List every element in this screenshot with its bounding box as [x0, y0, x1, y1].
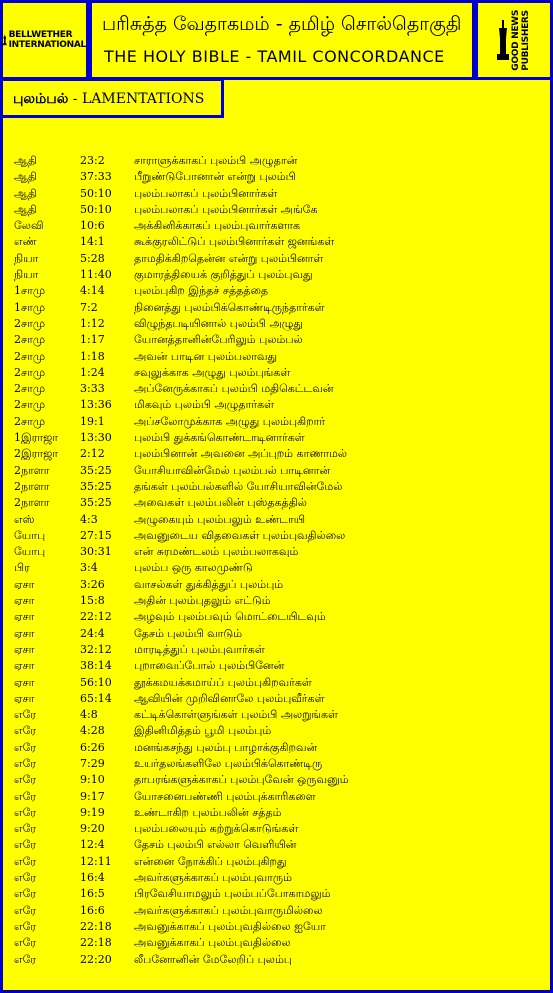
section-english-word: LAMENTATIONS: [81, 91, 205, 107]
tamil-title: பரிசுத்த வேதாகமம் - தமிழ் சொல்தொகுதி: [102, 13, 462, 35]
entry-text: யோனத்தானின்பேரிலும் புலம்பல்: [134, 333, 303, 347]
entry-reference: 9:20: [80, 822, 105, 836]
entry-reference: 16:4: [80, 871, 105, 885]
entry-book: ஆதி: [14, 170, 37, 184]
entry-reference: 56:10: [80, 675, 112, 689]
concordance-entry: [14, 642, 544, 658]
entry-book: 2சாமு: [14, 398, 46, 412]
entry-text: தாமதிக்கிறதென்ன என்று புலம்பினாள்: [134, 251, 324, 265]
entry-text: அவன் பாடின புலம்பலாவது: [134, 349, 278, 363]
entry-book: நியா: [14, 251, 39, 265]
entry-reference: 12:11: [80, 854, 112, 868]
entry-book: எரே: [14, 724, 37, 738]
entry-text: என்னை நோக்கிப் புலம்புகிறது: [134, 854, 287, 868]
entry-text: புலம்பலையும் கற்றுக்கொடுங்கள்: [134, 822, 299, 836]
concordance-entry: [14, 740, 544, 756]
concordance-entry: [14, 349, 544, 365]
entry-book: எரே: [14, 871, 37, 885]
concordance-entry: [14, 577, 544, 593]
entry-book: எரே: [14, 822, 37, 836]
concordance-entry: [14, 756, 544, 772]
entry-book: எஸ்: [14, 512, 35, 526]
entry-text: அக்கினிக்காகப் புலம்புவார்களாக: [134, 219, 301, 233]
entry-book: 1இராஜா: [14, 431, 59, 445]
entry-reference: 13:36: [80, 398, 112, 412]
entry-text: தேசம் புலம்பி எல்லா வெளியின்: [134, 838, 297, 852]
entry-reference: 2:12: [80, 447, 105, 461]
entry-text: கூக்குரலிட்டுப் புலம்பினார்கள் ஜனங்கள்: [134, 235, 335, 249]
entry-book: எரே: [14, 903, 37, 917]
entry-reference: 37:33: [80, 170, 112, 184]
concordance-entry: [14, 169, 544, 185]
concordance-entry: [14, 626, 544, 642]
concordance-entry: [14, 609, 544, 625]
entry-book: 2சாமு: [14, 382, 46, 396]
entry-reference: 27:15: [80, 528, 112, 542]
entry-reference: 22:18: [80, 936, 112, 950]
bellwether-logo-box: [0, 0, 89, 80]
entry-book: ஆதி: [14, 154, 37, 167]
entry-reference: 3:26: [80, 577, 105, 591]
entry-reference: 4:28: [80, 724, 105, 738]
concordance-entry: [14, 919, 544, 935]
concordance-entry: [14, 300, 544, 316]
entry-text: லீபனோனின் மேலேறிப் புலம்பு: [134, 952, 292, 966]
concordance-entry: [14, 935, 544, 951]
entry-text: என் சுரமண்டலம் புலம்பலாகவும்: [134, 545, 299, 559]
concordance-entry: [14, 544, 544, 560]
entry-reference: 19:1: [80, 414, 105, 428]
entry-reference: 1:12: [80, 316, 105, 330]
entry-text: கட்டிக்கொள்ளுங்கள் புலம்பி அலறுங்கள்: [134, 708, 338, 722]
entry-text: தேசம் புலம்பி வாடும்: [134, 626, 243, 640]
entry-book: 1சாமு: [14, 300, 46, 314]
tower-icon: [497, 20, 509, 60]
entry-book: ஏசா: [14, 659, 35, 673]
entry-text: புலம்பலாகப் புலம்பினார்கள் அங்கே: [134, 202, 318, 216]
concordance-entry: [14, 805, 544, 821]
entry-text: அதின் புலம்புதலும் எட்டும்: [134, 594, 271, 608]
entry-text: புலம்ப ஒரு காலமுண்டு: [134, 561, 253, 575]
concordance-entry: [14, 463, 544, 479]
concordance-entry: [14, 837, 544, 853]
entry-book: ஏசா: [14, 691, 35, 705]
concordance-entry: [14, 430, 544, 446]
entry-book: ஏசா: [14, 675, 35, 689]
concordance-entry: [14, 707, 544, 723]
entry-reference: 5:28: [80, 251, 105, 265]
entry-book: எரே: [14, 952, 37, 966]
concordance-entry: [14, 691, 544, 707]
entry-reference: 22:20: [80, 952, 112, 966]
entry-reference: 1:18: [80, 349, 105, 363]
entry-text: சாராளுக்காகப் புலம்பி அழுதான்: [134, 154, 298, 167]
concordance-entry: [14, 202, 544, 218]
section-tamil-word: புலம்பல்: [13, 91, 69, 107]
entry-book: எரே: [14, 887, 37, 901]
entry-book: ஏசா: [14, 594, 35, 608]
entry-text: மிகவும் புலம்பி அழுதார்கள்: [134, 398, 275, 412]
entry-text: யோசனைபண்ணி புலம்புக்காரிகளை: [134, 789, 316, 803]
concordance-entry: [14, 267, 544, 283]
entry-reference: 13:30: [80, 431, 112, 445]
entry-reference: 22:12: [80, 610, 112, 624]
entry-text: அவனுக்காகப் புலம்புவதில்லை: [134, 936, 291, 950]
entry-reference: 7:29: [80, 756, 105, 770]
entry-text: அவைகள் புலம்பலின் புஸ்தகத்தில்: [134, 496, 307, 510]
entry-text: ஆவியின் முறிவினாலே புலம்புவீர்கள்: [134, 691, 325, 705]
entry-book: ஏசா: [14, 626, 35, 640]
concordance-entry: [14, 886, 544, 902]
entry-text: புலம்பலாகப் புலம்பினார்கள்: [134, 186, 278, 200]
title-box: [89, 0, 475, 80]
entry-book: 2இராஜா: [14, 447, 59, 461]
entry-text: புலம்பினான் அவனை அப்புறம் காணாமல்: [134, 447, 348, 461]
entry-book: 2சாமு: [14, 333, 46, 347]
section-separator: -: [68, 91, 82, 107]
entry-book: யோபு: [14, 545, 46, 559]
entry-reference: 35:25: [80, 496, 112, 510]
concordance-entry: [14, 870, 544, 886]
entry-reference: 38:14: [80, 659, 112, 673]
entry-text: அப்சலோமுக்காக அழுது புலம்புகிறார்: [134, 414, 326, 428]
entry-text: தங்கள் புலம்பல்களில் யோசியாவின்மேல்: [134, 479, 343, 493]
concordance-entry: [14, 234, 544, 250]
entry-book: லேவி: [14, 219, 44, 233]
entry-text: நினைத்து புலம்பிக்கொண்டிருந்தார்கள்: [134, 300, 325, 314]
entry-reference: 1:17: [80, 333, 105, 347]
entry-text: அழவும் புலம்பவும் மொட்டையிடவும்: [134, 610, 326, 624]
entry-book: ஏசா: [14, 610, 35, 624]
entry-book: எரே: [14, 708, 37, 722]
concordance-entry: [14, 528, 544, 544]
entry-reference: 7:2: [80, 300, 98, 314]
entry-text: அழுகையும் புலம்பலும் உண்டாயி: [134, 512, 306, 526]
entry-reference: 23:2: [80, 154, 105, 167]
entry-reference: 9:10: [80, 773, 105, 787]
entry-reference: 4:8: [80, 708, 98, 722]
entry-book: ஏசா: [14, 577, 35, 591]
entry-reference: 11:40: [80, 268, 112, 282]
entry-reference: 24:4: [80, 626, 105, 640]
entry-reference: 65:14: [80, 691, 112, 705]
entry-book: 2நாளா: [14, 463, 50, 477]
bellwether-logo-text: BELLWETHER INTERNATIONAL: [8, 30, 86, 50]
entry-reference: 22:18: [80, 919, 112, 933]
good-news-logo-box: [475, 0, 553, 80]
entry-book: 1சாமு: [14, 284, 46, 298]
entry-reference: 16:5: [80, 887, 105, 901]
entry-reference: 1:24: [80, 365, 105, 379]
entry-book: எரே: [14, 773, 37, 787]
entry-reference: 30:31: [80, 545, 112, 559]
entry-book: ஆதி: [14, 202, 37, 216]
concordance-entry: [14, 251, 544, 267]
entry-book: ஏசா: [14, 642, 35, 656]
concordance-entry: [14, 952, 544, 968]
entry-reference: 4:3: [80, 512, 98, 526]
concordance-entry: [14, 283, 544, 299]
entry-book: எரே: [14, 756, 37, 770]
entry-text: மனங்கசந்து புலம்பு பாழாக்குகிறவன்: [134, 740, 318, 754]
entry-reference: 14:1: [80, 235, 105, 249]
concordance-entry: [14, 316, 544, 332]
concordance-entry: [14, 397, 544, 413]
entry-text: புலம்பி துக்கங்கொண்டாடினார்கள்: [134, 431, 305, 445]
entry-book: எரே: [14, 740, 37, 754]
entry-reference: 3:4: [80, 561, 98, 575]
entry-text: பீறுண்டுபோனான் என்று புலம்பி: [134, 170, 296, 184]
entry-book: 2சாமு: [14, 365, 46, 379]
entry-book: எரே: [14, 805, 37, 819]
concordance-entry: [14, 495, 544, 511]
entry-text: தாபரங்களுக்காகப் புலம்புவேன் ஒருவனும்: [134, 773, 349, 787]
concordance-list: [14, 153, 544, 968]
concordance-entry: [14, 723, 544, 739]
concordance-entry: [14, 153, 544, 169]
entry-reference: 4:14: [80, 284, 105, 298]
concordance-entry: [14, 675, 544, 691]
entry-text: அவனுக்காகப் புலம்புவதில்லை ஐயோ: [134, 919, 326, 933]
concordance-entry: [14, 903, 544, 919]
entry-book: ஆதி: [14, 186, 37, 200]
entry-text: சவுலுக்காக அழுது புலம்புங்கள்: [134, 365, 291, 379]
entry-book: எரே: [14, 919, 37, 933]
entry-book: 2சாமு: [14, 316, 46, 330]
concordance-entry: [14, 381, 544, 397]
concordance-entry: [14, 854, 544, 870]
entry-book: யோபு: [14, 528, 46, 542]
entry-text: பிரவேசியாமலும் புலம்பப்போகாமலும்: [134, 887, 331, 901]
entry-reference: 16:6: [80, 903, 105, 917]
concordance-entry: [14, 512, 544, 528]
entry-text: குமாரத்தியைக் குறித்துப் புலம்புவது: [134, 268, 313, 282]
entry-text: இதினிமித்தம் பூமி புலம்பும்: [134, 724, 272, 738]
concordance-entry: [14, 821, 544, 837]
entry-book: எரே: [14, 936, 37, 950]
entry-text: புலம்புகிற இந்தச் சத்தத்தை: [134, 284, 269, 298]
entry-text: தூக்கமயக்கமாய்ப் புலம்புகிறவர்கள்: [134, 675, 312, 689]
concordance-entry: [14, 218, 544, 234]
bell-tower-icon: [3, 20, 7, 60]
entry-text: மாரடித்துப் புலம்புவார்கள்: [134, 642, 265, 656]
entry-book: 2சாமு: [14, 414, 46, 428]
entry-book: எரே: [14, 838, 37, 852]
entry-reference: 50:10: [80, 186, 112, 200]
entry-text: அவர்களுக்காகப் புலம்புவாருமில்லை: [134, 903, 323, 917]
entry-reference: 6:26: [80, 740, 105, 754]
entry-book: எரே: [14, 789, 37, 803]
entry-book: எண்: [14, 235, 37, 249]
entry-reference: 9:17: [80, 789, 105, 803]
concordance-entry: [14, 365, 544, 381]
section-heading: [13, 91, 204, 109]
concordance-entry: [14, 332, 544, 348]
english-title: THE HOLY BIBLE - TAMIL CONCORDANCE: [104, 47, 445, 66]
entry-reference: 32:12: [80, 642, 112, 656]
section-heading-box: [0, 78, 224, 118]
entry-book: நியா: [14, 268, 39, 282]
entry-text: வாசல்கள் துக்கித்துப் புலம்பும்: [134, 577, 284, 591]
concordance-entry: [14, 479, 544, 495]
entry-text: அவர்களுக்காகப் புலம்புவாரும்: [134, 871, 292, 885]
entry-book: 2சாமு: [14, 349, 46, 363]
entry-reference: 10:6: [80, 219, 105, 233]
entry-reference: 9:19: [80, 805, 105, 819]
entry-reference: 50:10: [80, 202, 112, 216]
concordance-entry: [14, 414, 544, 430]
entry-reference: 12:4: [80, 838, 105, 852]
entry-reference: 35:25: [80, 479, 112, 493]
entry-text: உயர்தலங்களிலே புலம்பிக்கொண்டிரு: [134, 756, 323, 770]
entry-text: விழுந்தபடியினால் புலம்பி அழுது: [134, 316, 303, 330]
entry-reference: 3:33: [80, 382, 105, 396]
entry-text: யோசியாவின்மேல் புலம்பல் பாடினான்: [134, 463, 331, 477]
entry-reference: 15:8: [80, 594, 105, 608]
entry-text: உண்டாகிற புலம்பலின் சத்தம்: [134, 805, 282, 819]
entry-text: புறாவைப்போல் புலம்பினேன்: [134, 659, 285, 673]
entry-reference: 35:25: [80, 463, 112, 477]
concordance-entry: [14, 186, 544, 202]
entry-book: 2நாளா: [14, 479, 50, 493]
concordance-entry: [14, 560, 544, 576]
concordance-entry: [14, 593, 544, 609]
entry-text: அப்னேருக்காகப் புலம்பி மதிகெட்டவன்: [134, 382, 334, 396]
good-news-logo-text: GOOD NEWS PUBLISHERS: [511, 9, 531, 71]
concordance-entry: [14, 658, 544, 674]
concordance-entry: [14, 789, 544, 805]
entry-text: அவனுடைய விதவைகள் புலம்புவதில்லை: [134, 528, 346, 542]
entry-book: பிர: [14, 561, 30, 575]
concordance-entry: [14, 446, 544, 462]
concordance-entry: [14, 772, 544, 788]
entry-book: எரே: [14, 854, 37, 868]
entry-book: 2நாளா: [14, 496, 50, 510]
